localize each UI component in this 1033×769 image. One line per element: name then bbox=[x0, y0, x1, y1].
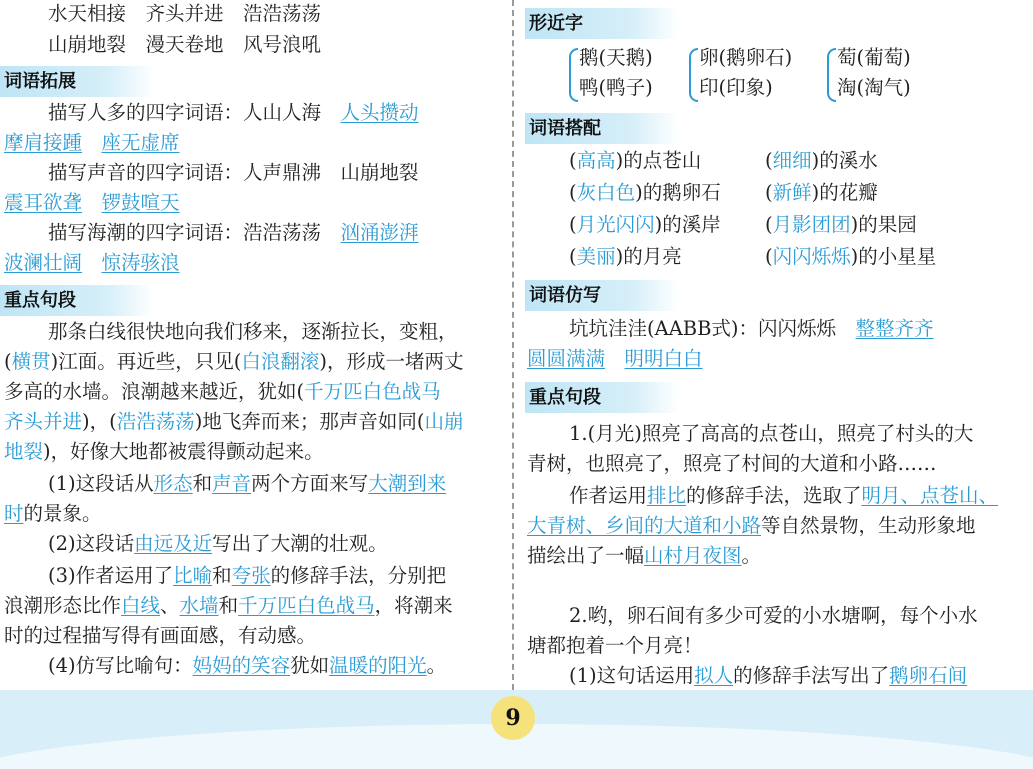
answer-text: 座无虚席 bbox=[101, 131, 180, 154]
passage-line-3: 多高的水墙。浪潮越来越近，犹如(千万匹白色战马 bbox=[4, 380, 441, 403]
passage-line-5: 地裂)，好像大地都被震得颤动起来。 bbox=[4, 440, 324, 463]
question-3-line-2: 浪潮形态比作白线、水墙和千万匹白色战马，将潮来 bbox=[4, 594, 453, 617]
brace-icon bbox=[827, 48, 836, 102]
imitate-line-2: 圆圆满满 明明白白 bbox=[527, 347, 703, 370]
answer-text: 人头攒动 bbox=[340, 101, 419, 124]
match-6: (月影团团)的果园 bbox=[765, 213, 917, 236]
imitate-line-1: 坑坑洼洼(AABB式)：闪闪烁烁 整整齐齐 bbox=[569, 317, 934, 340]
expand-line-2 bbox=[4, 129, 180, 157]
heading-word-match: 词语搭配 bbox=[525, 113, 679, 144]
answer-text: 锣鼓喧天 bbox=[101, 191, 180, 214]
question-2: (2)这段话由远及近写出了大潮的壮观。 bbox=[48, 532, 388, 555]
match-2: (细细)的溪水 bbox=[765, 149, 878, 172]
question-4: (4)仿写比喻句：妈妈的笑容犹如温暖的阳光。 bbox=[48, 654, 447, 677]
match-3: (灰白色)的鹅卵石 bbox=[569, 181, 721, 204]
expand-line-4 bbox=[4, 189, 180, 217]
match-8: (闪闪烁烁)的小星星 bbox=[765, 245, 937, 268]
similar-2b: 印(印象) bbox=[699, 76, 773, 99]
question-1-line-1: (1)这段话从形态和声音两个方面来写大潮到来 bbox=[48, 472, 447, 495]
question-3-line-3: 时的过程描写得有画面感，有动感。 bbox=[4, 624, 317, 647]
passage-line-1: 那条白线很快地向我们移来，逐渐拉长，变粗， bbox=[48, 320, 458, 343]
key-line-3: 作者运用排比的修辞手法，选取了明月、点苍山、 bbox=[569, 484, 999, 507]
similar-1b: 鸭(鸭子) bbox=[579, 76, 653, 99]
match-4: (新鲜)的花瓣 bbox=[765, 181, 878, 204]
heading-word-imitate: 词语仿写 bbox=[525, 280, 679, 311]
key-line-5: 描绘出了一幅山村月夜图。 bbox=[527, 544, 762, 567]
match-5: (月光闪闪)的溪岸 bbox=[569, 213, 721, 236]
expand-line-1 bbox=[48, 99, 419, 127]
column-divider bbox=[512, 0, 514, 690]
heading-similar-chars: 形近字 bbox=[525, 8, 679, 39]
key-line-6: 2.哟，卵石间有多少可爱的小水塘啊，每个小水 bbox=[569, 604, 978, 627]
key-line-7: 塘都抱着一个月亮！ bbox=[527, 634, 703, 657]
passage-line-4: 齐头并进)，(浩浩荡荡)地飞奔而来；那声音如同(山崩 bbox=[4, 410, 464, 433]
similar-1a: 鹅(天鹅) bbox=[579, 46, 653, 69]
expand-line-3: 描写声音的四字词语：人声鼎沸 山崩地裂 bbox=[48, 161, 419, 184]
answer-text: 惊涛骇浪 bbox=[101, 251, 180, 274]
key-line-8: (1)这句话运用拟人的修辞手法写出了鹅卵石间 bbox=[569, 664, 968, 687]
page-number: 9 bbox=[491, 696, 535, 740]
passage-line-2: (横贯)江面。再近些，只见(白浪翻滚)，形成一堵两丈 bbox=[4, 350, 464, 373]
answer-text: 摩肩接踵 bbox=[4, 131, 83, 154]
vocab-line-2: 山崩地裂 漫天卷地 风号浪吼 bbox=[48, 33, 322, 56]
question-3-line-1: (3)作者运用了比喻和夸张的修辞手法，分别把 bbox=[48, 564, 447, 587]
similar-3b: 淘(淘气) bbox=[837, 76, 911, 99]
vocab-line-1: 水天相接 齐头并进 浩浩荡荡 bbox=[48, 2, 322, 25]
expand-text: 描写人多的四字词语：人山人海 bbox=[48, 101, 341, 124]
brace-icon bbox=[569, 48, 578, 102]
expand-text: 描写海潮的四字词语：浩浩荡荡 bbox=[48, 221, 341, 244]
heading-key-passage: 重点句段 bbox=[0, 285, 154, 316]
heading-key-passage-right: 重点句段 bbox=[525, 382, 679, 413]
similar-2a: 卵(鹅卵石) bbox=[699, 46, 793, 69]
answer-text: 汹涌澎湃 bbox=[340, 221, 419, 244]
match-1: (高高)的点苍山 bbox=[569, 149, 702, 172]
expand-line-5 bbox=[48, 219, 419, 247]
expand-line-6 bbox=[4, 249, 180, 277]
brace-icon bbox=[689, 48, 698, 102]
question-1-line-2: 时的景象。 bbox=[4, 502, 102, 525]
match-7: (美丽)的月亮 bbox=[569, 245, 682, 268]
key-line-4: 大青树、乡间的大道和小路等自然景物，生动形象地 bbox=[527, 514, 976, 537]
key-line-1: 1.(月光)照亮了高高的点苍山，照亮了村头的大 bbox=[569, 422, 974, 445]
heading-vocab-expand: 词语拓展 bbox=[0, 66, 154, 97]
similar-3a: 萄(葡萄) bbox=[837, 46, 911, 69]
answer-text: 波澜壮阔 bbox=[4, 251, 83, 274]
key-line-2: 青树，也照亮了，照亮了村间的大道和小路…… bbox=[527, 452, 937, 475]
answer-text: 震耳欲聋 bbox=[4, 191, 83, 214]
